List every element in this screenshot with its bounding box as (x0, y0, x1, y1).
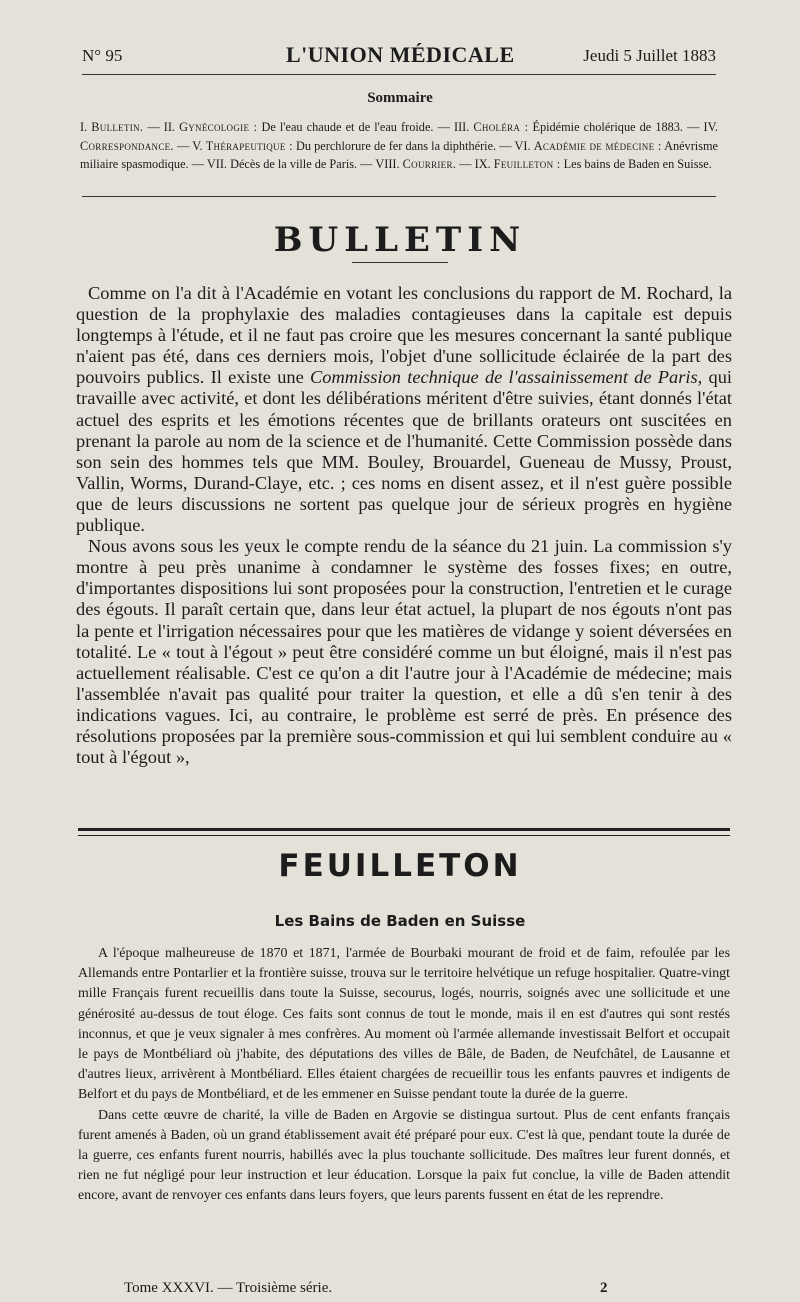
journal-title: L'UNION MÉDICALE (286, 42, 515, 67)
summary-title: Sommaire (367, 90, 433, 106)
feuilleton-subtitle: Les Bains de Baden en Suisse (274, 912, 526, 930)
summary-contents: I. Bulletin. — II. Gynécologie : De l'eau chaude et de l'eau froide. — III. Choléra : Épidémie cholérique de 1883. — IV. Correspondance. — V. Thérapeutique : Du perchlorure de fer dans la diphthérie. — VI. Académie de médecine : Anévrisme miliaire spasmodique. — VII. Décès de la ville de Paris. — VIII. Courrier. — IX. Feuilleton : Les bains de Baden en Suisse. (80, 120, 719, 171)
summary-item: V. Thérapeutique : Du perchlorure de fer dans la diphthérie. (192, 138, 497, 153)
issue-number: N° 95 (82, 46, 123, 65)
feuilleton-paragraph-1: A l'époque malheureuse de 1870 et 1871, l'armée de Bourbaki mourant de froid et de faim, refoulée par les Allemands entre Pontarlier et la frontière suisse, trouva sur le territoire helvétique un refuge hospitalier. Quatre-vingt mille Français furent recueillis dans toute la Suisse, secourus, logés, nourris, soignés avec une sollicitude et une générosité au-dessus de tout éloge. Ces faits sont connus de tout le monde, mais il en est d'autres qui sont restés inconnus, et que je veux signaler à mes confrères. Au moment où l'armée allemande investissait Belfort et occupait le pays de Montbéliard où j'habite, des députations des villes de Bâle, de Baden, de Neufchâtel, de Lausanne et d'autres lieux, arrivèrent à Montbéliard. Elles étaient chargées de recueillir tous les enfants pauvres et indigents de Belfort et du pays de Montbéliard, et de les emmener en Suisse pendant toute la durée de la guerre. (78, 946, 730, 1103)
bulletin-heading: BULLETIN (273, 220, 527, 260)
page-header (76, 42, 716, 70)
summary-item: VIII. Courrier. (375, 157, 457, 171)
section-divider-thick (78, 828, 730, 831)
summary-item: III. Choléra : Épidémie cholérique de 1883. (453, 120, 684, 134)
feuilleton-body (78, 944, 730, 1207)
bulletin-paragraph-1: Comme on l'a dit à l'Académie en votant les conclusions du rapport de M. Rochard, la question de la prophylaxie des maladies contagieuses dans la capitale est depuis longtemps à l'étude, et il ne faut pas croire que les mesures concernant la santé publique n'aient pas été, dans ces derniers mois, l'objet d'une sollicitude éclairée de la part des pouvoirs publics. Il existe une Commission technique de l'assainissement de Paris, qui travaille avec activité, et dont les délibérations méritent d'être suivies, étant donnés l'état actuel des esprits et les émotions récentes que de brillants orateurs ont suscitées en prenant la parole au nom de la science et de l'humanité. Cette Commission possède dans son sein des hommes tels que MM. Bouley, Brouardel, Gueneau de Mussy, Proust, Vallin, Worms, Durand-Claye, etc. ; ces noms en disent assez, et il n'est guère possible que de leurs discussions ne sortent pas quelque jour de sérieux progrès en hygiène publique. (76, 283, 732, 536)
summary-rule (82, 196, 716, 197)
feuilleton-heading: FEUILLETON (278, 848, 522, 884)
header-rule (82, 74, 716, 75)
volume-footer: Tome XXXVI. — Troisième série. (124, 1280, 333, 1296)
summary-item: VI. Académie de médecine : Anévrisme miliaire spasmodique. (80, 138, 719, 171)
summary-item: II. Gynécologie : De l'eau chaude et de l'eau froide. (163, 120, 434, 134)
feuilleton-paragraph-2: Dans cette œuvre de charité, la ville de Baden en Argovie se distingua surtout. Plus de cent enfants français furent amenés à Baden, où un grand établissement avait été préparé pour eux. C'est là que, pendant toute la durée de la guerre, ces enfants furent nourris, habillés avec la plus touchante sollicitude. Des maîtres leur furent donnés, et rien ne fut négligé pour leur instruction et leur éducation. Lorsque la paix fut conclue, la ville de Baden attendit encore, avant de renvoyer ces enfants dans leurs foyers, que leurs parents fussent en état de les reprendre. (78, 1107, 730, 1204)
summary-item: I. Bulletin. (80, 120, 144, 134)
summary-item: IV. Correspondance. (80, 120, 718, 153)
issue-date: Jeudi 5 Juillet 1883 (583, 46, 716, 65)
summary-item: IX. Feuilleton : Les bains de Baden en Suisse. (474, 157, 712, 171)
bulletin-paragraph-2: Nous avons sous les yeux le compte rendu de la séance du 21 juin. La commission s'y montre à peu près unanime à condamner le système des fosses fixes; en outre, d'importantes dispositions lui sont proposées pour la construction, l'entretien et le curage des égouts. Il paraît certain que, dans leur état actuel, la plupart de nos égouts n'ont pas la pente et l'irrigation nécessaires pour que les matières de vidange y soient déversées en totalité. Le « tout à l'égout » peut être considéré comme un but éloigné, mais il n'est pas actuellement réalisable. C'est ce qu'on a dit l'autre jour à l'Académie de médecine; mais l'assemblée n'avait pas qualité pour traiter la question, et elle a dû s'en tenir à des indications vagues. Ici, au contraire, le problème est serré de près. En présence des résolutions proposées par la première sous-commission et qui lui semblent conduire au « tout à l'égout », (76, 536, 732, 768)
bulletin-body (76, 283, 732, 768)
section-divider-thin (78, 835, 730, 836)
page-number: 2 (600, 1280, 608, 1296)
bulletin-underline (352, 262, 448, 263)
summary-item: VII. Décès de la ville de Paris. (206, 157, 358, 171)
